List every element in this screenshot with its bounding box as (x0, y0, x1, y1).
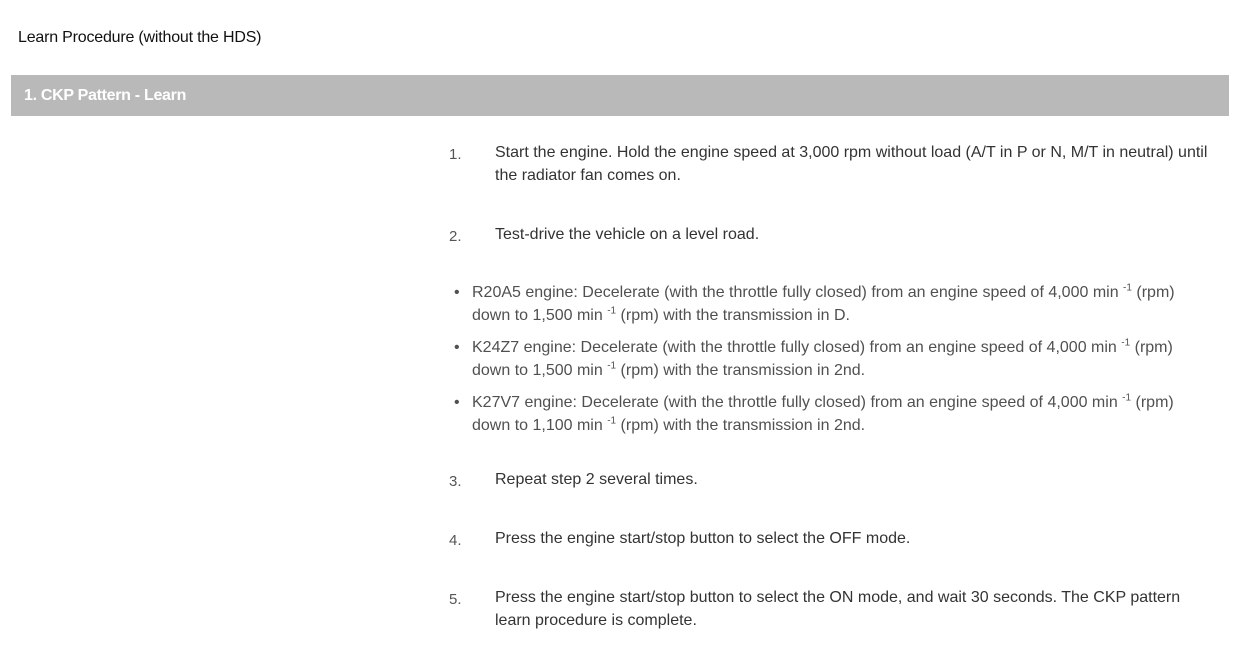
exponent: -1 (607, 305, 617, 317)
step-number: 3. (449, 473, 462, 490)
procedure-content (449, 141, 1209, 632)
step-text: Repeat step 2 several times. (495, 471, 698, 488)
bullet-text: (rpm) with the transmission in D. (616, 307, 850, 324)
bullet-text: R20A5 engine: Decelerate (with the throttle fully closed) from an engine speed of 4,000 min (472, 284, 1119, 301)
procedure-step (449, 141, 1209, 187)
procedure-step (449, 586, 1209, 632)
bullet-text: (rpm) with the transmission in 2nd. (616, 417, 866, 434)
section-header (11, 75, 1229, 116)
step-text: Start the engine. Hold the engine speed at 3,000 rpm without load (A/T in P or N, M/T in neutral) until the radiator fan comes on. (495, 144, 1208, 184)
procedure-step (449, 223, 1209, 246)
step-number: 4. (449, 532, 462, 549)
section-title: 1. CKP Pattern - Learn (24, 87, 187, 104)
page-title: Learn Procedure (without the HDS) (18, 29, 262, 46)
step-text: Press the engine start/stop button to select the ON mode, and wait 30 seconds. The CKP pattern learn procedure is complete. (495, 589, 1181, 629)
bullet-text: (rpm) down to 1,100 min (472, 394, 1174, 434)
step-text: Test-drive the vehicle on a level road. (495, 226, 760, 243)
engine-bullet-list (449, 281, 1209, 437)
bullet-text: K24Z7 engine: Decelerate (with the throttle fully closed) from an engine speed of 4,000 min (472, 339, 1117, 356)
exponent: -1 (1123, 282, 1132, 294)
exponent: -1 (607, 360, 617, 372)
step-number: 1. (449, 146, 462, 163)
bullet-text: (rpm) down to 1,500 min (472, 339, 1173, 379)
engine-bullet-item (449, 391, 1209, 437)
bullet-text: (rpm) with the transmission in 2nd. (616, 362, 866, 379)
procedure-step (449, 468, 1209, 491)
step-number: 2. (449, 228, 462, 245)
bullet-marker: • (454, 339, 460, 356)
exponent: -1 (1121, 337, 1131, 349)
engine-bullet-item (449, 336, 1209, 382)
bullet-text: K27V7 engine: Decelerate (with the throttle fully closed) from an engine speed of 4,000 min (472, 394, 1118, 411)
step-number: 5. (449, 591, 462, 608)
step-text: Press the engine start/stop button to select the OFF mode. (495, 530, 911, 547)
procedure-step (449, 527, 1209, 550)
exponent: -1 (1122, 392, 1132, 404)
bullet-marker: • (454, 394, 460, 411)
exponent: -1 (607, 415, 617, 427)
bullet-text: (rpm) down to 1,500 min (472, 284, 1175, 324)
engine-bullet-item (449, 281, 1209, 327)
bullet-marker: • (454, 284, 460, 301)
